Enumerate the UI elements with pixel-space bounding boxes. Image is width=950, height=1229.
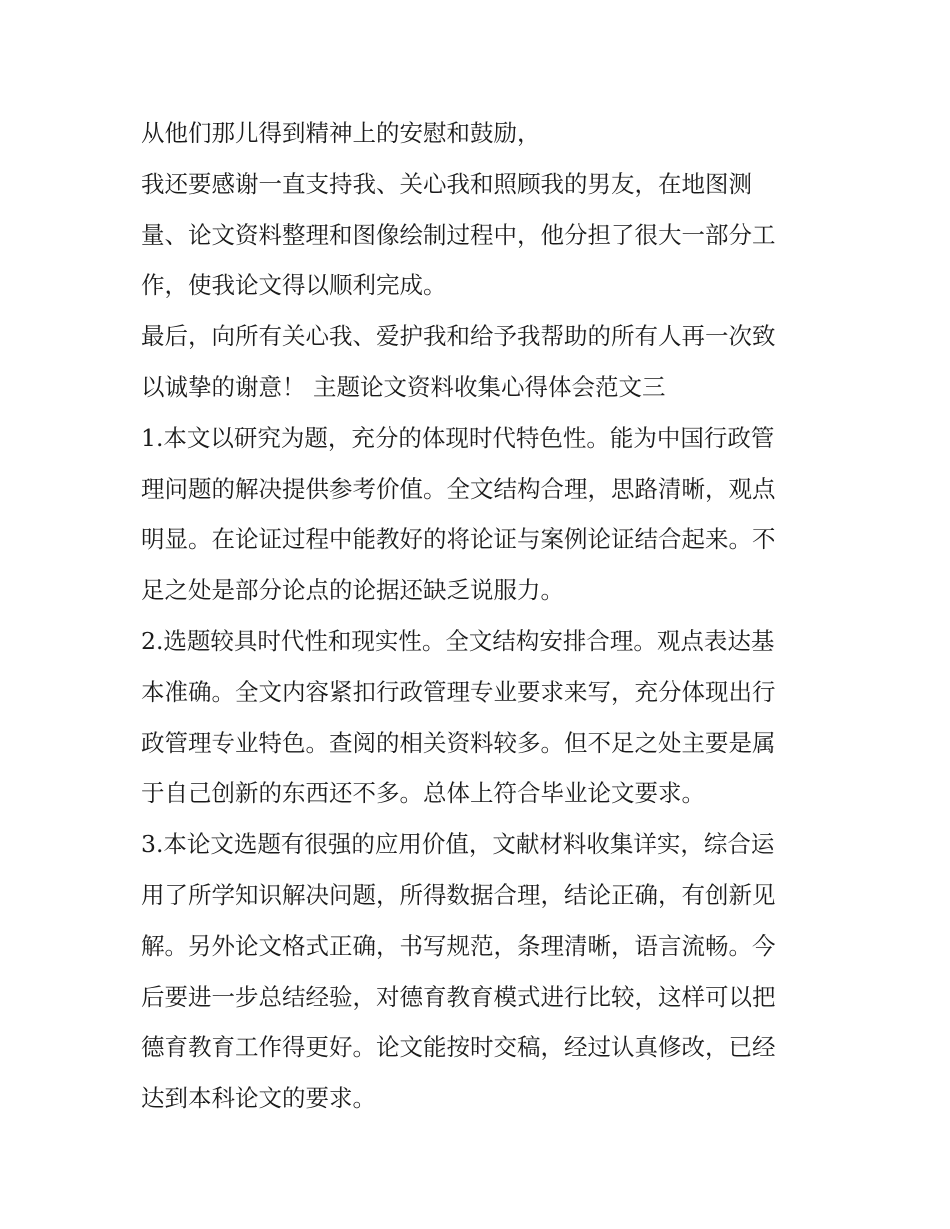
text-line: 足之处是部分论点的论据还缺乏说服力。: [141, 576, 564, 605]
text-line: 最后，向所有关心我、爱护我和给予我帮助的所有人再一次致: [141, 322, 776, 351]
text-line: 从他们那儿得到精神上的安慰和鼓励，: [141, 119, 541, 147]
text-line: 达到本科论文的要求。: [141, 1084, 376, 1113]
text-line: 作，使我论文得以顺利完成。: [141, 271, 447, 300]
text-line: 政管理专业特色。查阅的相关资料较多。但不足之处主要是属: [141, 728, 776, 757]
text-line: 明显。在论证过程中能教好的将论证与案例论证结合起来。不: [141, 525, 776, 554]
text-line: 理问题的解决提供参考价值。全文结构合理，思路清晰，观点: [141, 474, 776, 503]
text-line: 1.本文以研究为题，充分的体现时代特色性。能为中国行政管: [141, 423, 775, 452]
document-body: [141, 108, 816, 1124]
text-line: 本准确。全文内容紧扣行政管理专业要求来写，充分体现出行: [141, 677, 776, 706]
text-line: 德育教育工作得更好。论文能按时交稿，经过认真修改，已经: [141, 1033, 776, 1062]
text-line: 用了所学知识解决问题，所得数据合理，结论正确，有创新见: [141, 880, 776, 909]
text-line: 我还要感谢一直支持我、关心我和照顾我的男友，在地图测: [141, 169, 752, 198]
text-line: 于自己创新的东西还不多。总体上符合毕业论文要求。: [141, 779, 705, 808]
text-line: 2.选题较具时代性和现实性。全文结构安排合理。观点表达基: [141, 626, 775, 655]
text-line: 解。另外论文格式正确，书写规范，条理清晰，语言流畅。今: [141, 931, 776, 960]
text-line: 后要进一步总结经验，对德育教育模式进行比较，这样可以把: [141, 982, 776, 1011]
text-line: 量、论文资料整理和图像绘制过程中，他分担了很大一部分工: [141, 220, 776, 249]
text-line: 以诚挚的谢意！ 主题论文资料收集心得体会范文三: [141, 372, 666, 401]
text-line: 3.本论文选题有很强的应用价值，文献材料收集详实，综合运: [141, 830, 775, 859]
